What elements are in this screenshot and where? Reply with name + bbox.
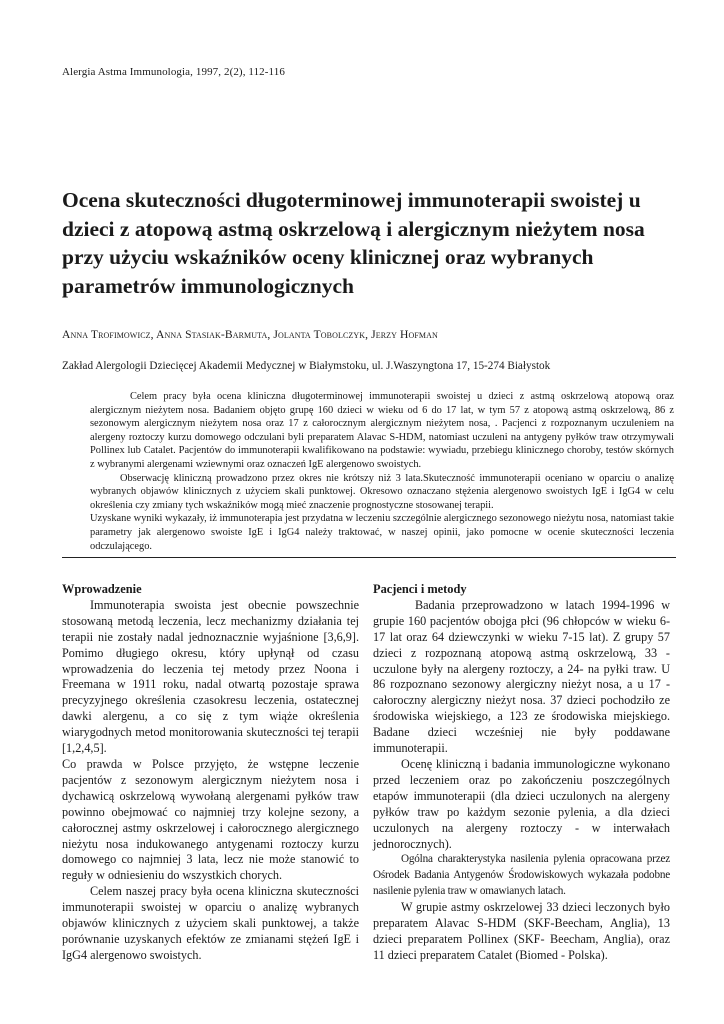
section-heading-methods: Pacjenci i metody (373, 582, 467, 596)
affiliation: Zakład Alergologii Dziecięcej Akademii Medycznej w Białymstoku, ul. J.Waszyngtona 17, 15-274 Białystok (62, 360, 551, 372)
author-list: Anna Trofimowicz, Anna Stasiak-Barmuta, Jolanta Tobolczyk, Jerzy Hofman (62, 328, 438, 341)
abstract (90, 390, 674, 553)
body-paragraph: Ogólna charakterystyka nasilenia pylenia opracowana przez Ośrodek Badania Antygenów Środowiskowych wykazała podobne nasilenie pylenia traw w omawianych latach. (373, 853, 670, 898)
body-paragraph: Celem naszej pracy była ocena kliniczna skuteczności immunoterapii swoistej w oparciu o analizę wybranych objawów klinicznych z użyciem skali punktowej, a także porównanie uzyskanych efektów ze zmianami stężeń IgE i IgG4 alergenowo swoistych. (62, 884, 359, 962)
body-paragraph: Co prawda w Polsce przyjęto, że wstępne leczenie pacjentów z sezonowym alergicznym nieżytem nosa i dychawicą oskrzelową wywołaną alergenami pyłków traw powinno obejmować co najmniej trzy kolejne sezony, a całorocznej astmy oskrzelowej i całorocznego alergicznego nieżytu nosa indukowanego antygenami roztoczy kurzu domowego co najmniej 3 lata, lecz nie może stanowić to reguły w odniesieniu do wszystkich chorych. (62, 756, 359, 883)
section-divider (62, 557, 676, 558)
column-left (62, 582, 359, 964)
body-paragraph: Badania przeprowadzono w latach 1994-1996 w grupie 160 pacjentów obojga płci (96 chłopców w wieku 6-17 lat oraz 64 dziewczynki w wieku 7-15 lat). Z grupy 57 dzieci z rozpoznaną atopową astmą oskrzelową, 33 - uczulone były na alergeny roztoczy, a 24- na pyłki traw. U 86 rozpoznano sezonowy alergiczny nieżyt nosa, a u 17 - całoroczny alergiczny nieżyt nosa. 37 dzieci pochodziło ze środowiska wiejskiego, a 123 ze środowiska miejskiego. Badane dzieci wcześniej nie były poddawane immunoterapii. (373, 597, 670, 756)
abstract-paragraph: Uzyskane wyniki wykazały, iż immunoterapia jest przydatna w leczeniu szczególnie alergicznego sezonowego nieżytu nosa, natomiast takie parametry jak alergenowo swoiste IgE i IgG4 należy traktować, w naszej opinii, jako pomocne w ocenie skuteczności leczenia odczulającego. (90, 513, 674, 552)
section-heading-introduction: Wprowadzenie (62, 582, 142, 596)
article-title: Ocena skuteczności długoterminowej immunoterapii swoistej u dzieci z atopową astmą oskrzelową i alergicznym nieżytem nosa przy użyciu wskaźników oceny klinicznej oraz wybranych parametrów immunologicznych (62, 188, 645, 298)
body-paragraph: W grupie astmy oskrzelowej 33 dzieci leczonych było preparatem Alavac S-HDM (SKF-Beecham, Anglia), 13 dzieci preparatem Pollinex (SKF- Beecham, Anglia), oraz 11 dzieci preparatem Catalet (Biomed - Polska). (373, 900, 670, 962)
body-paragraph: Immunoterapia swoista jest obecnie powszechnie stosowaną metodą leczenia, lecz mechanizmy działania tej terapii nie zostały nadal jednoznacznie wyjaśnione [3,6,9]. Pomimo długiego okresu, który upłynął od czasu wprowadzenia do leczenia tej metody przez Noona i Freemana w 1911 roku, nadal otwartą pozostaje sprawa precyzyjnego określenia czasokresu leczenia, ostatecznej dawki alergenu, a co się z tym wiąże określenia wiarygodnych metod monitorowania skuteczności tej terapii [1,2,4,5]. (62, 597, 359, 756)
body-paragraph: Ocenę kliniczną i badania immunologiczne wykonano przed leczeniem oraz po zakończeniu poszczególnych etapów immunoterapii (dla dzieci uczulonych na alergeny pyłków traw po każdym sezonie pylenia, a dla dzieci uczulonych na alergeny roztoczy - w interwałach jednorocznych). (373, 756, 670, 851)
column-right (373, 582, 670, 964)
abstract-paragraph: Celem pracy była ocena kliniczna długoterminowej immunoterapii swoistej u dzieci z astmą oskrzelową atopową oraz alergicznym nieżytem nosa. Badaniem objęto grupę 160 dzieci w wieku od 6 do 17 lat, w tym 57 z atopową astmą oskrzelową, 86 z sezonowym alergicznym nieżytem nosa oraz 17 z całorocznym alergicznym nieżytem nosa, . Pacjenci z rozpoznanym uczuleniem na alergeny roztoczy kurzu domowego odczulani byli preparatem Alavac S-HDM, natomiast uczuleni na antygeny pyłków traw otrzymywali Pollinex lub Catalet. Pacjentów do immunoterapii kwalifikowano na podstawie: wywiadu, przebiegu klinicznego choroby, testów skórnych z wybranymi alergenami wziewnymi oraz oznaczeń IgE alergenowo swoistych. (90, 391, 674, 470)
abstract-paragraph: Obserwację kliniczną prowadzono przez okres nie krótszy niż 3 lata.Skuteczność immunoterapii oceniano w oparciu o analizę wybranych objawów klinicznych z użyciem skali punktowej. Okresowo oznaczano stężenia alergenowo swoistych IgE i IgG4 w celu określenia czy zmiany tych wskaźników mogą mieć znaczenie prognostyczne stosowanej terapii. (90, 472, 674, 511)
journal-citation: Alergia Astma Immunologia, 1997, 2(2), 112-116 (62, 66, 285, 78)
